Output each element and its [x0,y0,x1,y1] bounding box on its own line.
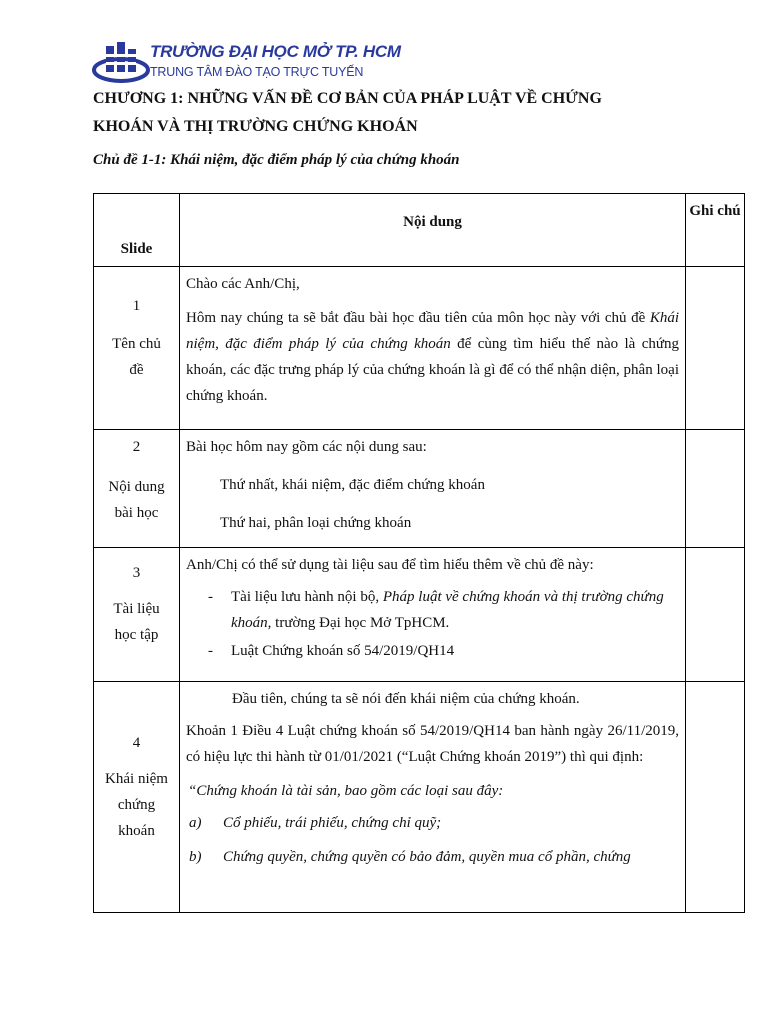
slide-label: chứng [117,797,156,813]
slide-label: bài học [114,505,159,521]
concept-intro: Đầu tiên, chúng ta sẽ nói đến khái niệm của chứng khoán. [232,691,580,707]
slide-number: 1 [132,298,141,314]
material-text: Luật Chứng khoán số 54/2019/QH14 [231,643,455,659]
list-marker: b) [189,849,202,865]
slide-label: khoán [118,823,155,839]
slide-cell [94,430,180,548]
note-cell [686,430,745,548]
lesson-item: Thứ hai, phân loại chứng khoán [220,515,412,531]
logo [92,40,401,86]
slide-label: Nội dung [108,479,165,495]
slide-label: Tài liệu [113,601,160,617]
list-item [186,844,679,870]
open-university-logo-icon [92,40,150,86]
law-quote: “Chứng khoán là tài sản, bao gồm các loại sau đây: [188,783,504,799]
lesson-intro: Bài học hôm nay gồm các nội dung sau: [186,439,427,455]
dash-bullet: - [208,589,213,605]
material-title-italic: Pháp luật về chứng khoán và thị trường chứng khoán [231,589,664,631]
topic-title: Chủ đề 1-1: Khái niệm, đặc điểm pháp lý của chứng khoán [93,152,460,168]
table-row [94,682,745,913]
slide-number: 4 [132,735,141,751]
material-text-end: , trường Đại học Mở TpHCM. [267,615,450,631]
content-cell [180,267,686,430]
list-item [186,810,679,836]
table-row [94,267,745,430]
header-note: Ghi chú [686,194,745,267]
content-cell [180,548,686,682]
materials-intro: Anh/Chị có thể sử dụng tài liệu sau để tìm hiểu thêm về chủ đề này: [186,557,594,573]
intro-text-end: để cùng tìm hiểu thế nào là chứng khoán, các đặc trưng pháp lý của chứng khoán là gì để có thể nhận diện, phân loại chứng khoán. [186,336,679,404]
table-row [94,548,745,682]
list-item [186,638,679,664]
slide-number: 2 [132,439,141,455]
slide-cell [94,682,180,913]
list-item-text: Cổ phiếu, trái phiếu, chứng chỉ quỹ; [223,815,442,831]
slide-number: 3 [132,565,141,581]
logo-center-name: TRUNG TÂM ĐÀO TẠO TRỰC TUYẾN [150,65,364,79]
slide-label: học tập [114,627,159,643]
intro-topic-italic: Khái niệm, đặc điểm pháp lý của chứng khoán [186,310,679,352]
logo-university-name: TRƯỜNG ĐẠI HỌC MỞ TP. HCM [150,42,401,61]
material-text: Tài liệu lưu hành nội bộ, [231,589,383,605]
list-item [186,584,679,636]
note-cell [686,682,745,913]
list-item-text: Chứng quyền, chứng quyền có bảo đảm, quyền mua cổ phần, chứng [223,849,631,865]
header-slide: Slide [94,194,180,267]
lesson-item: Thứ nhất, khái niệm, đặc điểm chứng khoán [220,477,485,493]
list-marker: a) [189,815,202,831]
content-cell [180,682,686,913]
lesson-table [93,193,745,913]
note-cell [686,548,745,682]
intro-text: Hôm nay chúng ta sẽ bắt đầu bài học đầu tiên của môn học này với chủ đề [186,310,650,326]
header-content: Nội dung [180,194,686,267]
slide-cell [94,548,180,682]
note-cell [686,267,745,430]
chapter-title: CHƯƠNG 1: NHỮNG VẤN ĐỀ CƠ BẢN CỦA PHÁP LUẬT VỀ CHỨNG KHOÁN VÀ THỊ TRƯỜNG CHỨNG KHOÁN [93,90,602,135]
slide-label: Tên chủ đề [112,336,161,378]
table-row [94,430,745,548]
law-paragraph: Khoản 1 Điều 4 Luật chứng khoán số 54/2019/QH14 ban hành ngày 26/11/2019, có hiệu lực thi hành từ 01/01/2021 (“Luật Chứng khoán 2019”) thì qui định: [186,723,679,765]
slide-label: Khái niệm [105,771,168,787]
content-cell [180,430,686,548]
dash-bullet: - [208,643,213,659]
greeting-text: Chào các Anh/Chị, [186,276,300,292]
intro-paragraph [186,305,679,409]
table-header-row [94,194,745,267]
slide-cell [94,267,180,430]
